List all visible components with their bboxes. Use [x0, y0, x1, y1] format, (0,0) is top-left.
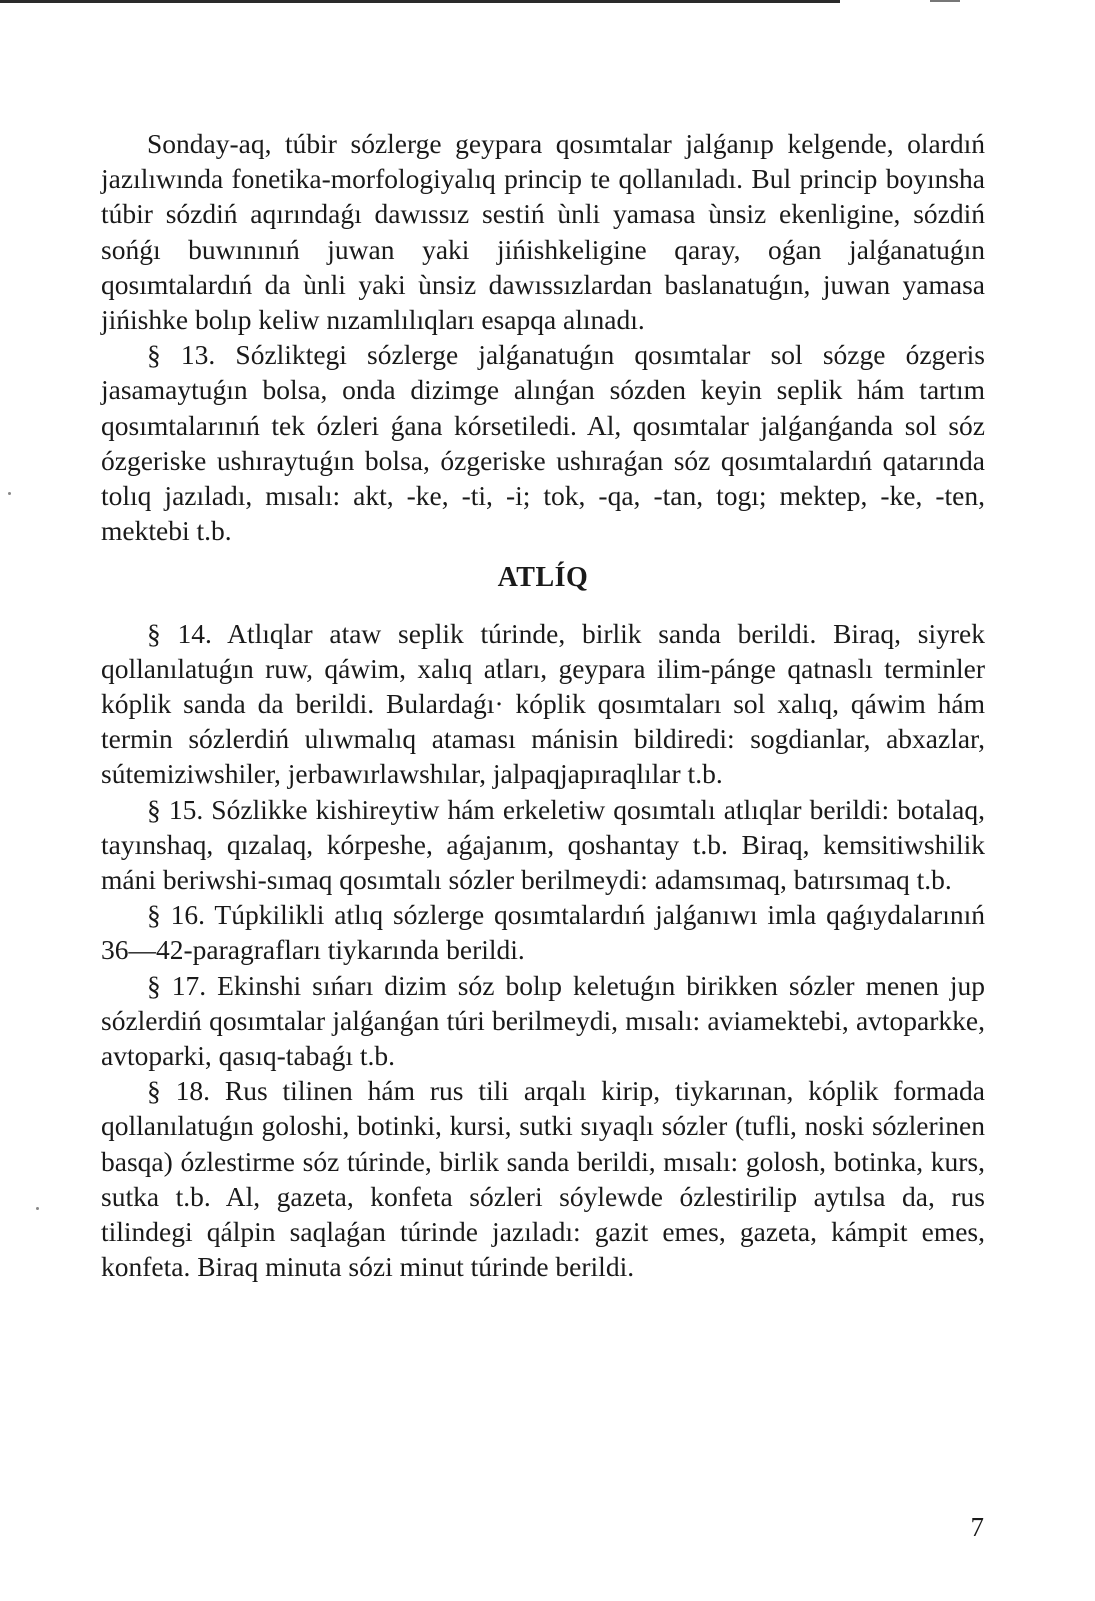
top-rule-tail — [930, 0, 960, 2]
page-body — [101, 126, 985, 1285]
paragraph-intro: Sonday-aq, túbir sózlerge geypara qosımtalar jalǵanıp kelgende, olardıń jazılıwında fonetika-morfologiyalıq princip te qollanıladı. Bul princip boyınsha túbir sózdiń aqırındaǵı dawıssız sestiń ùnli yamasa ùnsiz ekenligine, sózdiń sońǵı buwınınıń juwan yaki jińishkeligine qaray, oǵan jalǵanatuǵın qosımtalardıń da ùnli yaki ùnsiz dawıssızlardan baslanatuǵın, juwan yamasa jińishke bolıp keliw nızamlılıqları esapqa alınadı. — [101, 128, 985, 336]
scan-speck — [8, 492, 11, 495]
paragraph-13: § 13. Sózliktegi sózlerge jalǵanatuǵın qosımtalar sol sózge ózgeris jasamaytuǵın bolsa, onda dizimge alınǵan sózden keyin seplik hám tartım qosımtalarınıń tek ózleri ǵana kórsetiledi. Al, qosımtalar jalǵanǵanda sol sóz ózgeriske ushıraytuǵın bolsa, ózgeriske ushıraǵan sóz qosımtalardıń qatarında tolıq jazıladı, mısalı: akt, -ke, -ti, -i; tok, -qa, -tan, togı; mektep, -ke, -ten, mektebi t.b. — [101, 339, 985, 547]
scan-speck — [36, 1207, 39, 1210]
paragraph-18: § 18. Rus tilinen hám rus tili arqalı kirip, tiykarınan, kóplik formada qollanılatuǵın goloshi, botinki, kursi, sutki sıyaqlı sózler (tufli, noski sózlerinen basqa) ózlestirme sóz túrinde, birlik sanda berildi, mısalı: golosh, botinka, kurs, sutka t.b. Al, gazeta, konfeta sózleri sóylewde ózlestirilip aytılsa da, rus tilindegi qálpin saqlaǵan túrinde jazıladı: gazit emes, gazeta, kámpit emes, konfeta. Biraq minuta sózi minut túrinde berildi. — [101, 1075, 985, 1283]
top-rule — [0, 0, 840, 3]
paragraph-17: § 17. Ekinshi sıńarı dizim sóz bolıp keletuǵın birikken sózler menen jup sózlerdiń qosımtalar jalǵanǵan túri berilmeydi, mısalı: aviamektebi, avtoparkke, avtoparki, qasıq-tabaǵı t.b. — [101, 969, 985, 1072]
page-number: 7 — [970, 1512, 984, 1542]
paragraph-14: § 14. Atlıqlar ataw seplik túrinde, birlik sanda berildi. Biraq, siyrek qollanılatuǵın ruw, qáwim, xalıq atları, geypara ilim-pánge qatnaslı terminler kóplik sanda da berildi. Bulardaǵı· kóplik qosımtaları sol xalıq, qáwim hám termin sózlerdiń ulıwmalıq ataması mánisin bildiredi: sogdianlar, abxazlar, sútemiziwshiler, jerbawırlawshılar, jalpaqjapıraqlılar t.b. — [101, 617, 985, 790]
section-heading: ATLÍQ — [497, 562, 589, 594]
paragraph-15: § 15. Sózlikke kishireytiw hám erkeletiw qosımtalı atlıqlar berildi: botalaq, tayınshaq, qızalaq, kórpeshe, aǵajanım, qoshantay t.b. Biraq, kemsitiwshilik máni beriwshi-sımaq qosımtalı sózler berilmeydi: adamsımaq, batırsımaq t.b. — [101, 793, 985, 896]
paragraph-16: § 16. Túpkilikli atlıq sózlerge qosımtalardıń jalǵanıwı imla qaǵıydalarınıń 36—42-paragrafları tiykarında berildi. — [101, 899, 985, 966]
